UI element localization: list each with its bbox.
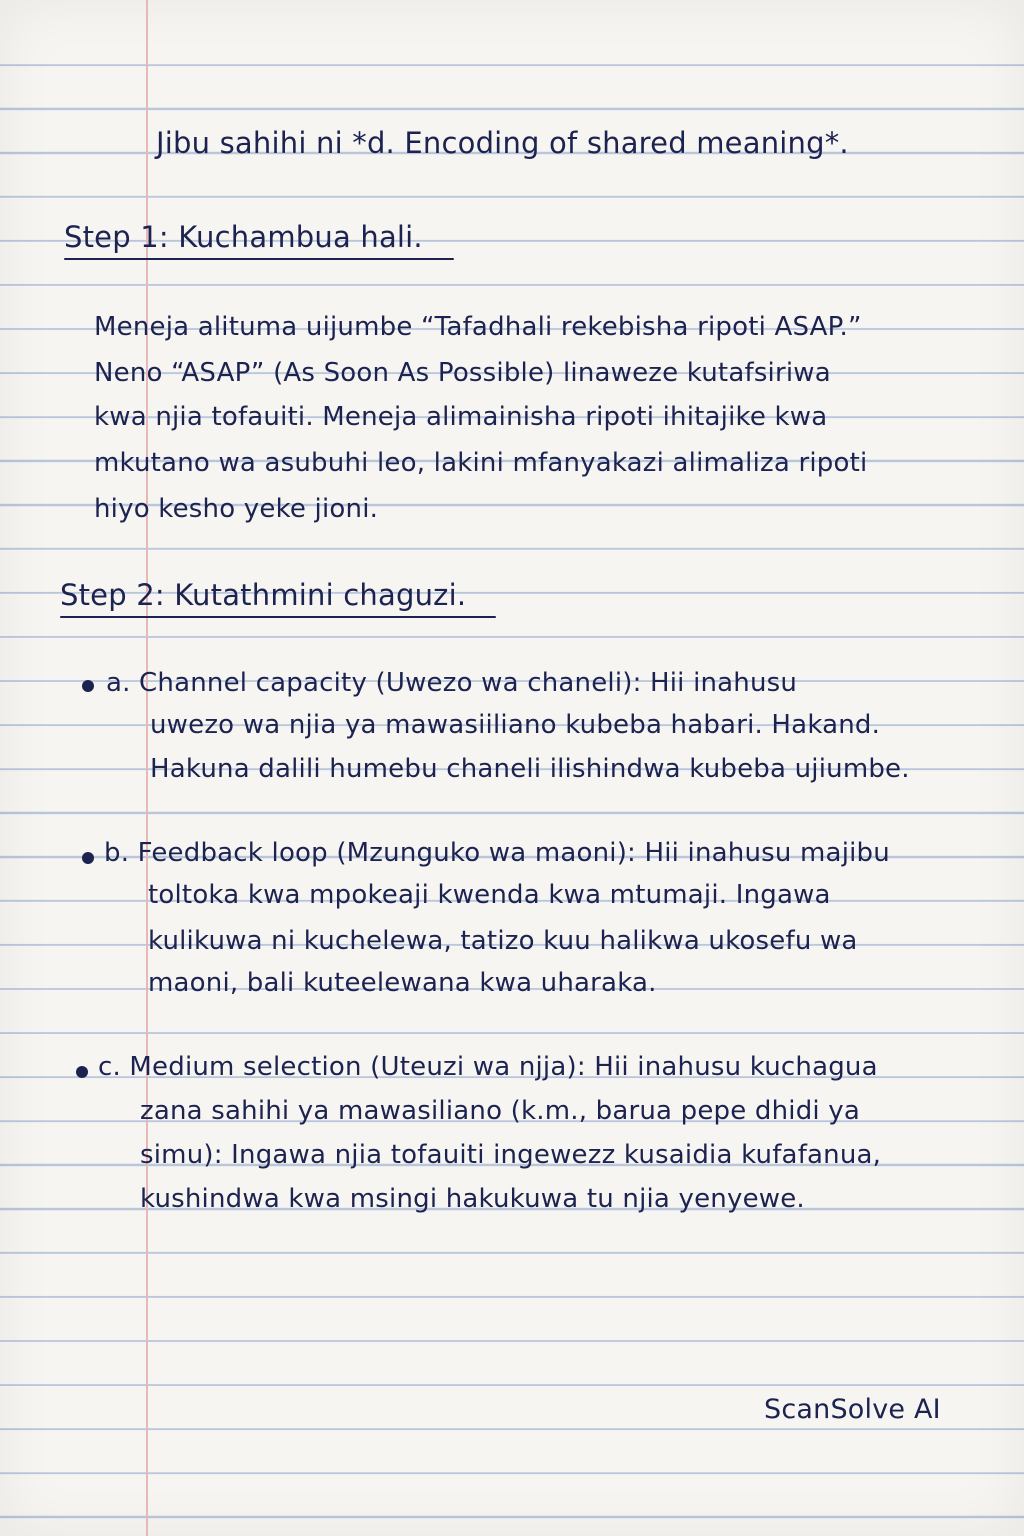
step1-heading: Step 1: Kuchambua hali. (64, 220, 423, 254)
bullet-dot-a (82, 680, 94, 692)
bullet-a-line-3: Hakuna dalili humebu chaneli ilishindwa kubeba ujiumbe. (150, 754, 910, 784)
bullet-b-line-3: kulikuwa ni kuchelewa, tatizo kuu halikwa ukosefu wa (148, 926, 858, 956)
bullet-dot-c (76, 1066, 88, 1078)
bullet-c-line-1: c. Medium selection (Uteuzi wa njja): Hii inahusu kuchagua (98, 1052, 878, 1082)
bullet-b-line-2: toltoka kwa mpokeaji kwenda kwa mtumaji. Ingawa (148, 880, 831, 910)
answer-line: Jibu sahihi ni *d. Encoding of shared meaning*. (156, 126, 849, 160)
step1-line-5: hiyo kesho yeke jioni. (94, 494, 379, 524)
bullet-c-line-3: simu): Ingawa njia tofauiti ingewezz kusaidia kufafanua, (140, 1140, 882, 1170)
step1-line-1: Meneja alituma uijumbe “Tafadhali rekebisha ripoti ASAP.” (94, 312, 862, 342)
bullet-a-line-1: a. Channel capacity (Uwezo wa chaneli): Hii inahusu (106, 668, 798, 698)
signature-scansolve: ScanSolve AI (764, 1394, 941, 1425)
step1-line-3: kwa njia tofauiti. Meneja alimainisha ripoti ihitajike kwa (94, 402, 828, 432)
step1-line-2: Neno “ASAP” (As Soon As Possible) linaweze kutafsiriwa (94, 358, 831, 388)
step1-underline (64, 258, 454, 260)
bullet-dot-b (82, 852, 94, 864)
step2-underline (60, 616, 496, 618)
bullet-c-line-4: kushindwa kwa msingi hakukuwa tu njia yenyewe. (140, 1184, 805, 1214)
bullet-c-line-2: zana sahihi ya mawasiliano (k.m., barua pepe dhidi ya (140, 1096, 861, 1126)
bullet-b-line-1: b. Feedback loop (Mzunguko wa maoni): Hii inahusu majibu (104, 838, 890, 868)
step2-heading: Step 2: Kutathmini chaguzi. (60, 578, 467, 612)
bullet-b-line-4: maoni, bali kuteelewana kwa uharaka. (148, 968, 657, 998)
step1-line-4: mkutano wa asubuhi leo, lakini mfanyakazi alimaliza ripoti (94, 448, 868, 478)
bullet-a-line-2: uwezo wa njia ya mawasiiliano kubeba habari. Hakand. (150, 710, 881, 740)
